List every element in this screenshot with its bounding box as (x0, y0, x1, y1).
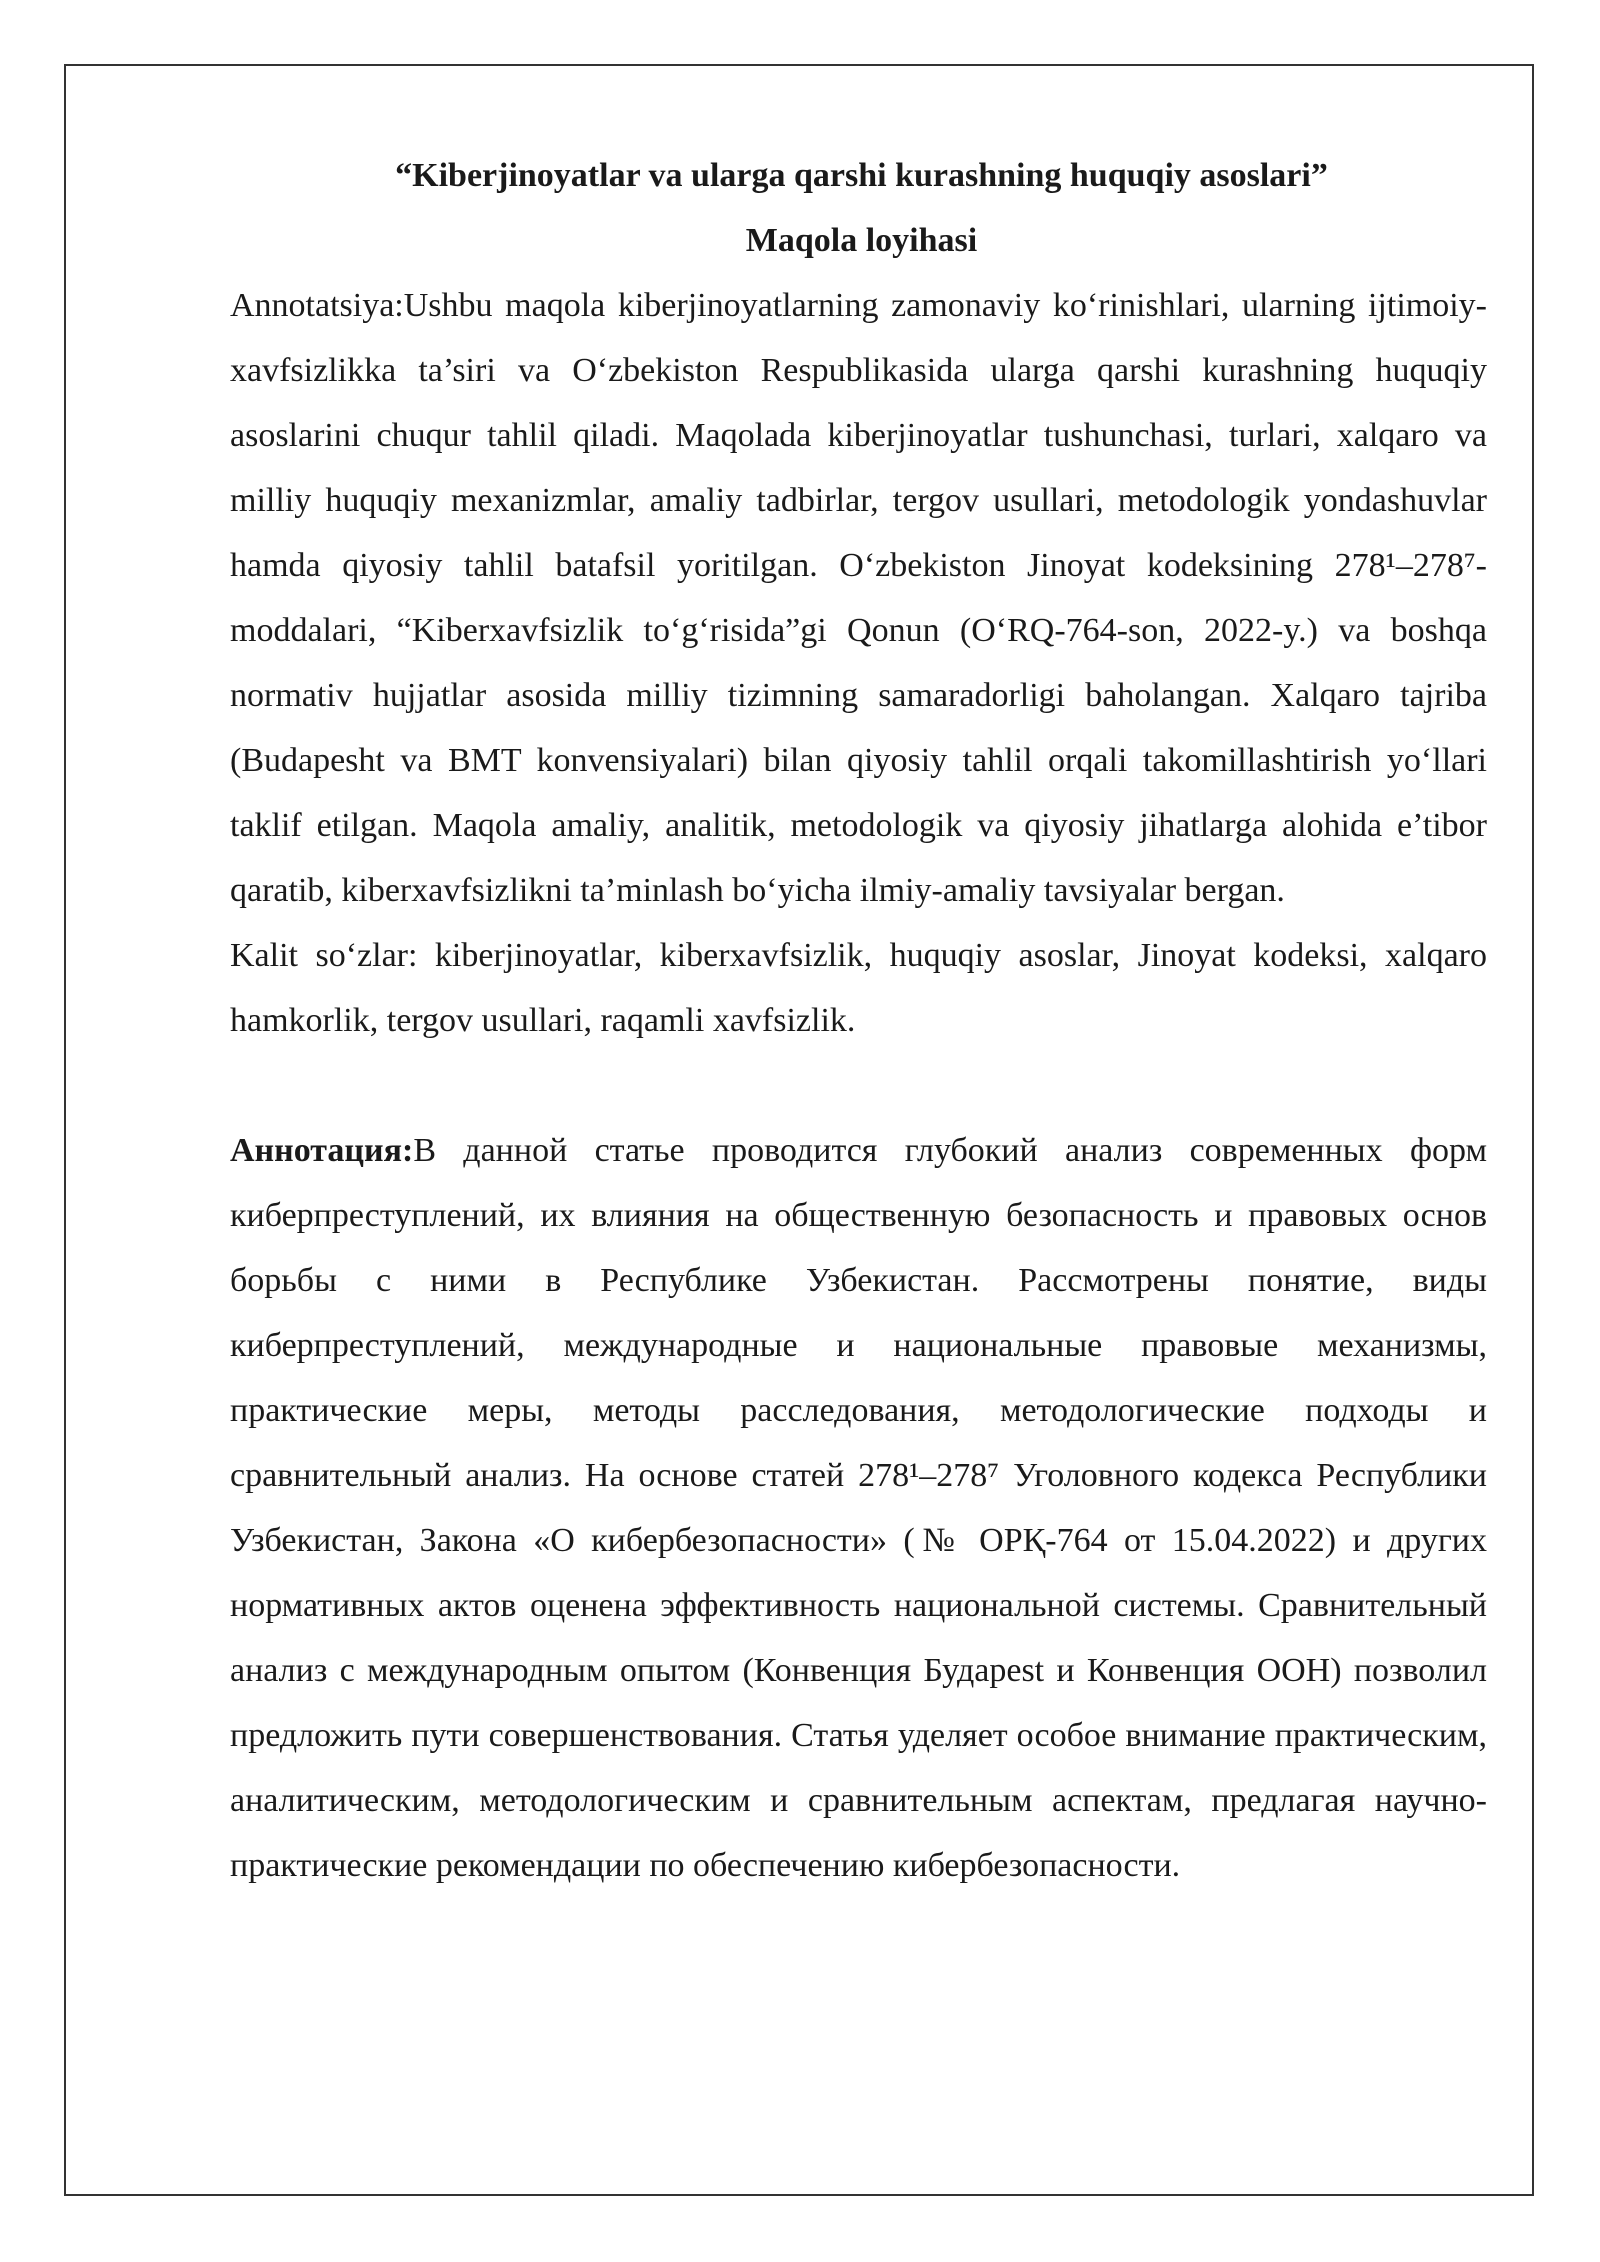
document-subtitle: Maqola loyihasi (745, 222, 978, 259)
keywords-uzbek: Kalit so‘zlar: kiberjinoyatlar, kiberxavfsizlik, huquqiy asoslar, Jinoyat kodeksi, xalqaro hamkorlik, tergov usullari, raqamli xavfsizlik. (230, 937, 1487, 1039)
document-title: “Kiberjinoyatlar va ularga qarshi kurashning huquqiy asoslari” (395, 157, 1328, 194)
annotation-uzbek: Annotatsiya:Ushbu maqola kiberjinoyatlarning zamonaviy ko‘rinishlari, ularning ijtimoiy-xavfsizlikka ta’siri va O‘zbekiston Respublikasida ularga qarshi kurashning huquqiy asoslarini chuqur tahlil qiladi. Maqolada kiberjinoyatlar tushunchasi, turlari, xalqaro va milliy huquqiy mexanizmlar, amaliy tadbirlar, tergov usullari, metodologik yondashuvlar hamda qiyosiy tahlil batafsil yoritilgan. O‘zbekiston Jinoyat kodeksining 278¹–278⁷-moddalari, “Kiberxavfsizlik to‘g‘risida”gi Qonun (O‘RQ-764-son, 2022-y.) va boshqa normativ hujjatlar asosida milliy tizimning samaradorligi baholangan. Xalqaro tajriba (Budapesht va BMT konvensiyalari) bilan qiyosiy tahlil orqali takomillashtirish yo‘llari taklif etilgan. Maqola amaliy, analitik, metodologik va qiyosiy jihatlarga alohida e’tibor qaratib, kiberxavfsizlikni ta’minlash bo‘yicha ilmiy-amaliy tavsiyalar bergan. (230, 287, 1487, 909)
annotation-russian (230, 1118, 1487, 1898)
document-body (230, 143, 1487, 1898)
annotation-russian-text: В данной статье проводится глубокий анализ современных форм киберпреступлений, их влияния на общественную безопасность и правовых основ борьбы с ними в Республике Узбекистан. Рассмотрены понятие, виды киберпреступлений, международные и национальные правовые механизмы, практические меры, методы расследования, методологические подходы и сравнительный анализ. На основе статей 278¹–278⁷ Уголовного кодекса Республики Узбекистан, Закона «О кибербезопасности» (№ ОРҚ-764 от 15.04.2022) и других нормативных актов оценена эффективность национальной системы. Сравнительный анализ с международным опытом (Конвенция Будаpest и Конвенция ООН) позволил предложить пути совершенствования. Статья уделяет особое внимание практическим, аналитическим, методологическим и сравнительным аспектам, предлагая научно-практические рекомендации по обеспечению кибербезопасности. (230, 1132, 1487, 1884)
annotation-russian-label: Аннотация: (230, 1132, 414, 1169)
paragraph-spacer (230, 1053, 1487, 1118)
